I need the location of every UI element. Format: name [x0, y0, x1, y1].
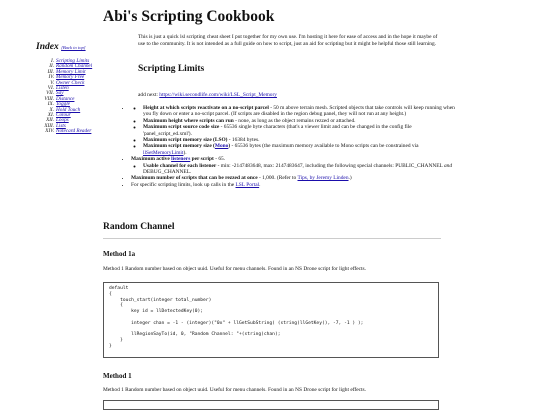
page-title: Abi's Scripting Cookbook	[103, 8, 275, 25]
index-sidebar	[36, 42, 110, 135]
index-item: VI. Listen	[47, 85, 69, 92]
llsetmemorylimit-link[interactable]: llSetMemoryLimit	[143, 149, 184, 156]
index-link-distance[interactable]: Distance	[56, 95, 75, 102]
list-item	[131, 105, 461, 156]
method-1a-heading: Method 1a	[103, 250, 136, 258]
list-item: ◦ Maximum height where scripts can run - none, as long as the object remains rezzed or attached.	[143, 118, 461, 124]
index-item: XII. Loops	[46, 117, 69, 124]
intro-paragraph: This is just a quick lsl scripting cheat sheet I put together for my own use. I'm hosting it here for ease of access and in the hope it maybe of use to the community. It is not intended as a full guide on how to script, just an aid for scripting but it might be helpful those still learning.	[138, 34, 438, 47]
code-block-method-1[interactable]	[103, 400, 439, 410]
mono-link[interactable]: Mono	[214, 143, 229, 150]
index-item: XI. Colour	[47, 112, 71, 119]
index-link-random-channel[interactable]: Random Channel	[56, 63, 93, 70]
list-item: ◦ Maximum script memory size (Mono) - 65536 bytes (the maximum memory available to Mono scripts can be constrained via llSetMemoryLimit).	[143, 143, 461, 156]
index-item: IV. Memory Free	[48, 74, 85, 81]
list-item: • Maximum active listeners per script - 65. ◦ Usable channel for each listener - min: -2147483648, max: 2147483647, including the following special channels: PUBLIC_CHANNEL and DEBUG_CHANNEL.	[131, 156, 461, 175]
random-channel-heading: Random Channel	[103, 222, 175, 232]
index-item: V. Owner Check	[50, 79, 85, 86]
method-1a-description: Method 1 Random number based on object uuid. Useful for menu channels. Found in an NS Drone script for light effects.	[103, 266, 366, 272]
index-link-lists[interactable]: Lists	[56, 122, 66, 129]
index-link-colour[interactable]: Colour	[56, 112, 71, 119]
section-divider	[103, 238, 441, 239]
code-text: default { touch_start(integer total_number) { key id = llDetectedKey(0); integer chan = -1 - (integer)("0x" + llGetSubString( (string)llGetKey(), -7, -1 ) ); llRegionSayTo(id, 0, "Random Channel: "+(string)chan); } }	[109, 286, 364, 349]
index-item: II. Random Channel	[49, 63, 93, 70]
back-to-top-link[interactable]: [Back to top]	[61, 45, 86, 50]
list-item: • Maximum number of scripts that can be rezzed at once - 1,000. (Refer to Tips, by Jeremy Linden.)	[131, 175, 461, 181]
list-item: • For specific scripting limits, look up calls in the LSL Portal.	[131, 182, 461, 188]
index-item: VII. Say	[46, 90, 64, 97]
list-item: ◦ Maximum script memory size (LSO) - 16384 bytes.	[143, 137, 461, 143]
method-1-heading: Method 1	[103, 372, 132, 380]
index-item: I. Scripting Limits	[50, 58, 90, 64]
code-block-method-1a[interactable]	[103, 282, 439, 358]
index-link-listen[interactable]: Listen	[56, 85, 69, 92]
scripting-limits-heading: Scripting Limits	[138, 64, 205, 74]
index-link-notecard-reader[interactable]: Notecard Reader	[56, 128, 92, 135]
list-item: ◦ • Height at which scripts reactivate on a no-script parcel - 50 m above terrain mesh. Scripted objects that take controls will keep running when you fly down or enter a no-script parcel. (If scripts are disabled in the region debug panel, they will not run at any height.)	[143, 105, 461, 118]
index-item: VIII. Distance	[44, 95, 75, 102]
index-link-say[interactable]: Say	[56, 90, 64, 97]
index-list	[36, 59, 110, 135]
index-item: XIV. Notecard Reader	[45, 128, 92, 135]
scripting-limits-list	[119, 105, 461, 188]
add-next-note: add next: https://wiki.secondlife.com/wiki/LSL_Script_Memory	[138, 92, 277, 98]
index-item: III. Memory Limit	[47, 68, 86, 75]
list-item: ◦ Maximum script source code size - 65536 single byte characters (that's a viewer limit and can be changed in the config file 'panel_script_ed.xml').	[143, 124, 461, 137]
script-memory-wiki-link[interactable]: https://wiki.secondlife.com/wiki/LSL_Script_Memory	[159, 92, 277, 98]
index-item: IX. Toggle	[47, 101, 70, 108]
index-link-toggle[interactable]: Toggle	[56, 101, 70, 108]
index-link-loops[interactable]: Loops	[56, 117, 69, 124]
method-1-description: Method 1 Random number based on object uuid. Useful for menu channels. Found in an NS Drone script for light effects.	[103, 387, 366, 393]
index-link-owner-check[interactable]: Owner Check	[56, 79, 85, 86]
listeners-link[interactable]: listeners	[171, 156, 191, 163]
index-link-memory-limit[interactable]: Memory Limit	[56, 68, 86, 75]
index-heading	[36, 42, 110, 52]
index-title: Index	[36, 42, 59, 52]
lsl-portal-link[interactable]: LSL Portal	[235, 181, 260, 188]
index-link-scripting-limits[interactable]: Scripting Limits	[56, 58, 90, 64]
index-link-memory-free[interactable]: Memory Free	[56, 74, 85, 81]
index-link-hold-touch[interactable]: Hold Touch	[56, 106, 81, 113]
list-item: ◦ Usable channel for each listener - min: -2147483648, max: 2147483647, including the following special channels: PUBLIC_CHANNEL and DEBUG_CHANNEL.	[143, 163, 461, 176]
index-item: X. Hold Touch	[49, 106, 81, 113]
index-item: XIII. Lists	[44, 122, 66, 129]
tips-jeremy-linden-link[interactable]: Tips, by Jeremy Linden	[297, 175, 349, 182]
